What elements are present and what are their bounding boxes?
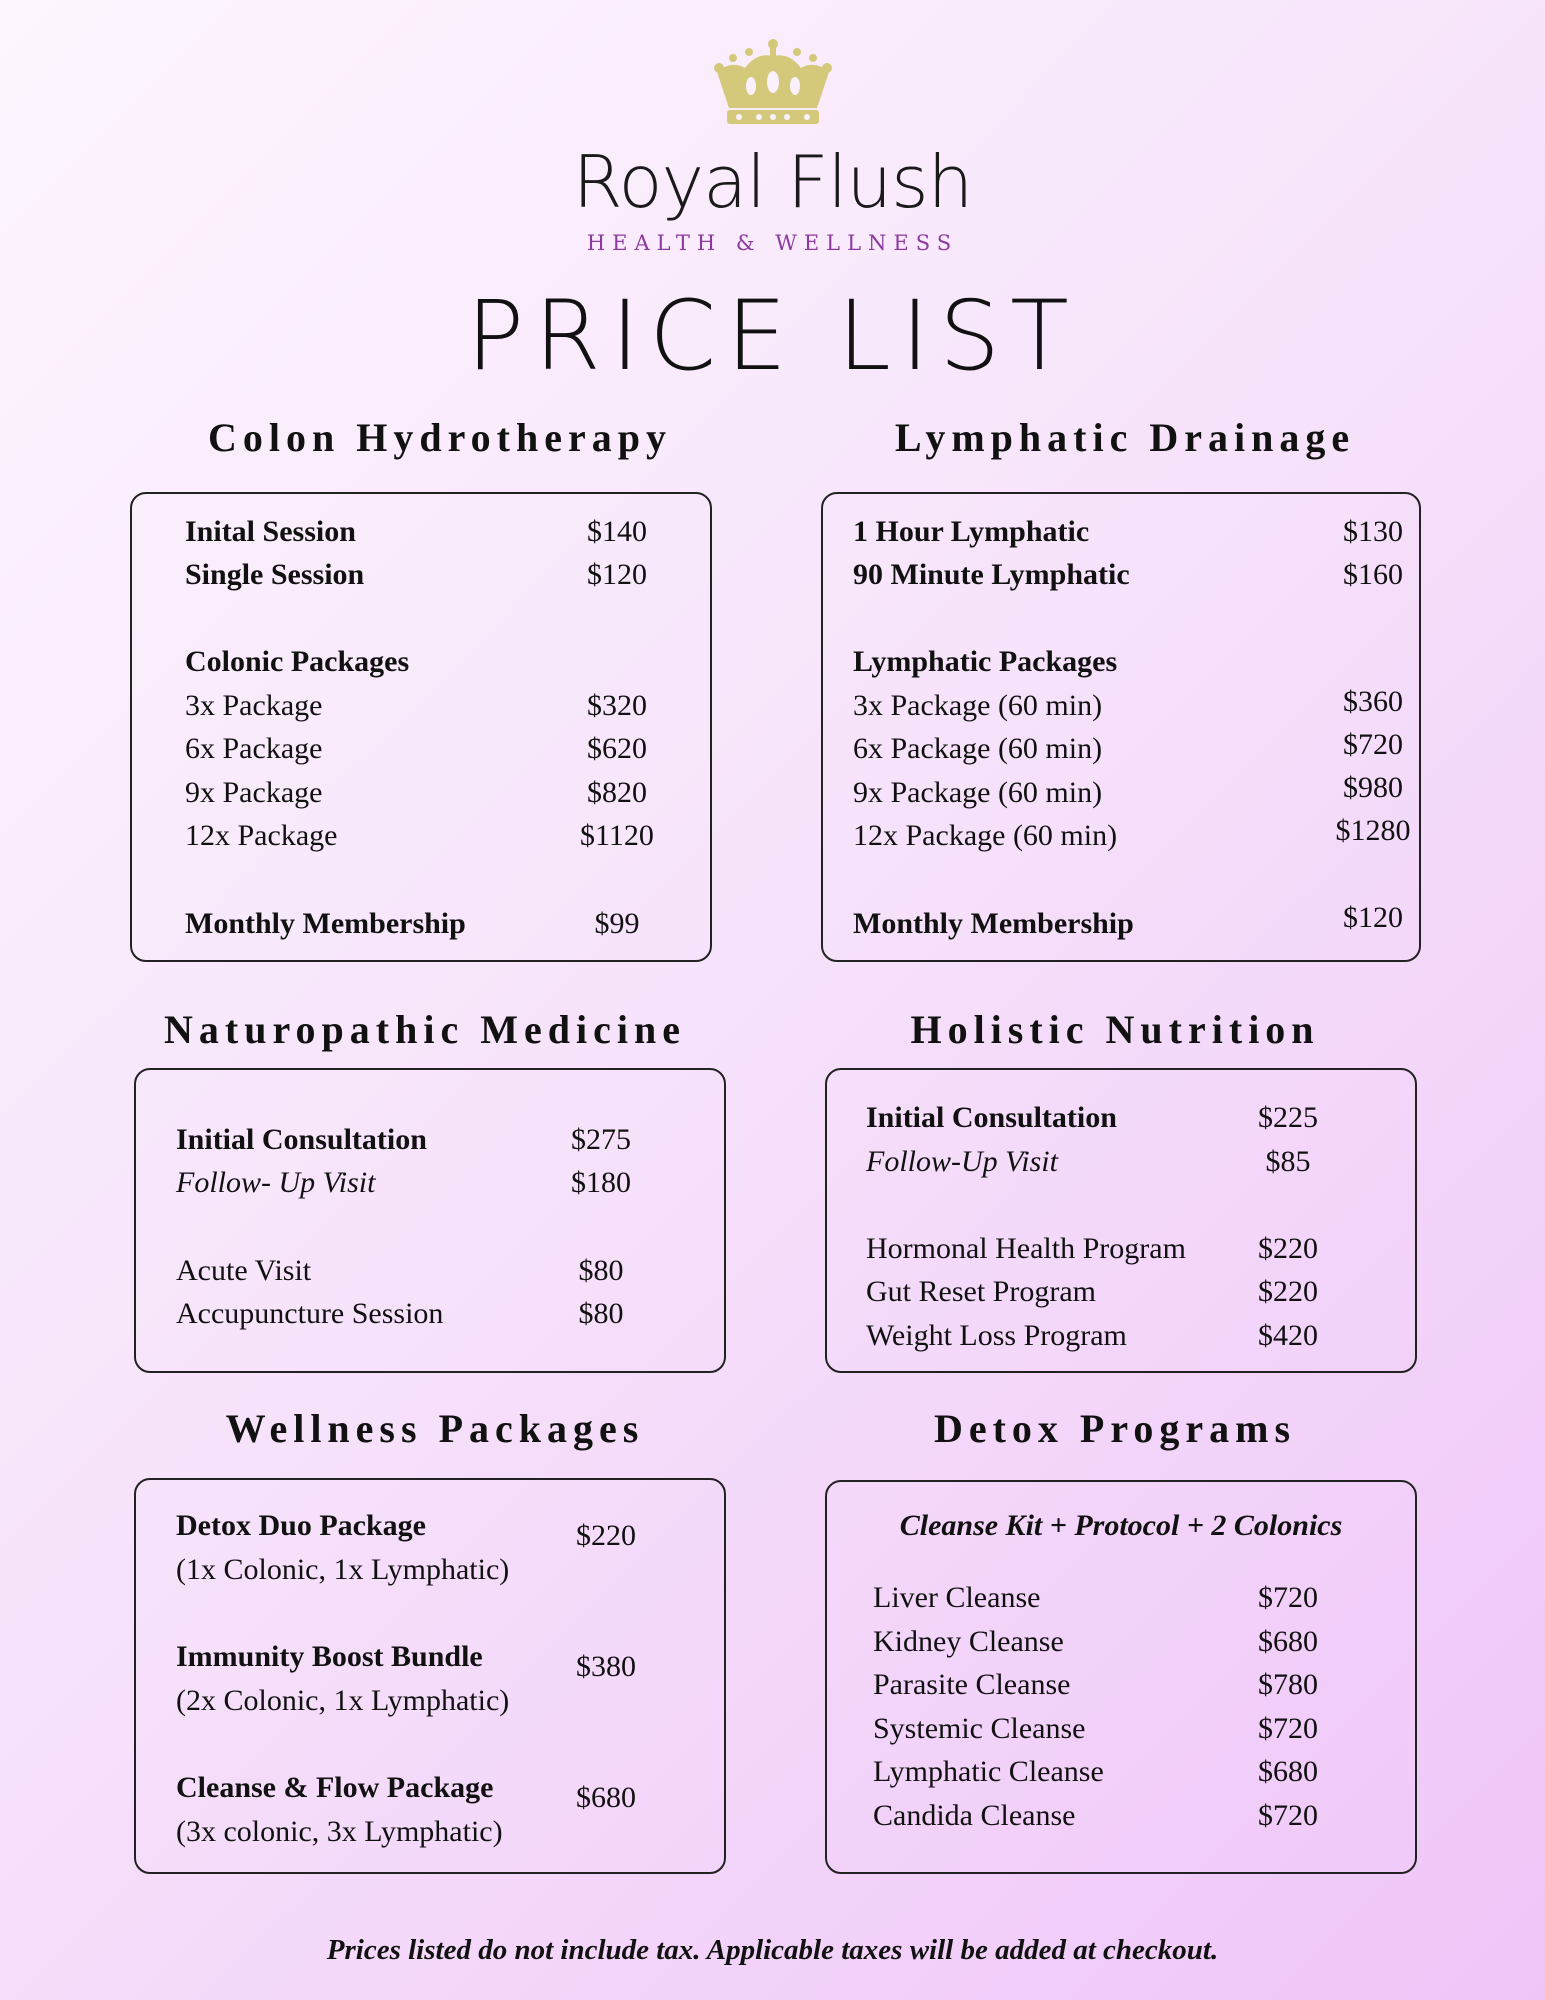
naturo-card xyxy=(134,1068,726,1373)
detox-subtitle: Cleanse Kit + Protocol + 2 Colonics xyxy=(899,1509,1343,1542)
lymph-p6-label: 6x Package (60 min) xyxy=(853,732,1103,765)
lymph-title: Lymphatic Drainage xyxy=(894,415,1356,460)
nutrition-hormonal-label: Hormonal Health Program xyxy=(866,1232,1186,1265)
wellness-duo-detail: (1x Colonic, 1x Lymphatic) xyxy=(176,1553,510,1586)
colon-packages-heading: Colonic Packages xyxy=(185,645,410,678)
colon-p6-price: $620 xyxy=(587,732,647,765)
colon-p12-label: 12x Package xyxy=(185,819,338,852)
wellness-immunity-label: Immunity Boost Bundle xyxy=(176,1640,483,1673)
wellness-duo-price: $220 xyxy=(576,1519,636,1552)
nutrition-title: Holistic Nutrition xyxy=(910,1007,1320,1052)
tax-disclaimer: Prices listed do not include tax. Applicable taxes will be added at checkout. xyxy=(326,1934,1219,1966)
detox-kidney-price: $680 xyxy=(1258,1625,1318,1658)
nutrition-weight-label: Weight Loss Program xyxy=(866,1319,1127,1352)
colon-p3-price: $320 xyxy=(587,689,647,722)
lymph-hour-label: 1 Hour Lymphatic xyxy=(853,515,1090,548)
colon-p3-label: 3x Package xyxy=(185,689,323,722)
lymph-p3-price: $360 xyxy=(1343,685,1403,718)
wellness-flow-price: $680 xyxy=(576,1781,636,1814)
nutrition-gut-label: Gut Reset Program xyxy=(866,1275,1096,1308)
nutrition-followup-label: Follow-Up Visit xyxy=(866,1145,1058,1178)
lymph-card xyxy=(821,492,1421,962)
naturo-initial-price: $275 xyxy=(571,1123,631,1156)
colon-title: Colon Hydrotherapy xyxy=(208,415,672,460)
nutrition-initial-label: Initial Consultation xyxy=(866,1101,1117,1134)
detox-liver-label: Liver Cleanse xyxy=(873,1581,1041,1614)
colon-membership-price: $99 xyxy=(594,907,640,940)
nutrition-hormonal-price: $220 xyxy=(1258,1232,1318,1265)
wellness-title: Wellness Packages xyxy=(225,1406,645,1451)
colon-initial-price: $140 xyxy=(587,515,647,548)
lymph-hour-price: $130 xyxy=(1343,515,1403,548)
lymph-ninety-price: $160 xyxy=(1343,558,1403,591)
lymph-p3-label: 3x Package (60 min) xyxy=(853,689,1103,722)
lymph-ninety-label: 90 Minute Lymphatic xyxy=(853,558,1130,591)
brand-name: Royal Flush xyxy=(572,140,973,224)
lymph-p6-price: $720 xyxy=(1343,728,1403,761)
naturo-acute-price: $80 xyxy=(578,1254,624,1287)
naturo-acupuncture-label: Accupuncture Session xyxy=(176,1297,444,1330)
nutrition-initial-price: $225 xyxy=(1258,1101,1318,1134)
nutrition-gut-price: $220 xyxy=(1258,1275,1318,1308)
naturo-followup-label: Follow- Up Visit xyxy=(176,1166,376,1199)
detox-card xyxy=(825,1480,1417,1874)
colon-p6-label: 6x Package xyxy=(185,732,323,765)
naturo-title: Naturopathic Medicine xyxy=(164,1007,686,1052)
lymph-packages-heading: Lymphatic Packages xyxy=(853,645,1118,678)
detox-candida-label: Candida Cleanse xyxy=(873,1799,1076,1832)
wellness-flow-label: Cleanse & Flow Package xyxy=(176,1771,494,1804)
detox-systemic-price: $720 xyxy=(1258,1712,1318,1745)
colon-initial-label: Inital Session xyxy=(185,515,356,548)
colon-single-price: $120 xyxy=(587,558,647,591)
naturo-followup-price: $180 xyxy=(571,1166,631,1199)
page-title: PRICE LIST xyxy=(466,280,1079,392)
lymph-p9-price: $980 xyxy=(1343,771,1403,804)
nutrition-followup-price: $85 xyxy=(1265,1145,1311,1178)
detox-candida-price: $720 xyxy=(1258,1799,1318,1832)
detox-kidney-label: Kidney Cleanse xyxy=(873,1625,1064,1658)
detox-liver-price: $720 xyxy=(1258,1581,1318,1614)
wellness-duo-label: Detox Duo Package xyxy=(176,1509,426,1542)
brand-subtitle: HEALTH & WELLNESS xyxy=(586,231,959,255)
colon-p9-label: 9x Package xyxy=(185,776,323,809)
naturo-acute-label: Acute Visit xyxy=(176,1254,312,1287)
colon-card xyxy=(130,492,712,962)
detox-systemic-label: Systemic Cleanse xyxy=(873,1712,1086,1745)
naturo-acupuncture-price: $80 xyxy=(578,1297,624,1330)
detox-title: Detox Programs xyxy=(933,1406,1297,1451)
lymph-p12-label: 12x Package (60 min) xyxy=(853,819,1118,852)
colon-membership-label: Monthly Membership xyxy=(185,907,466,940)
lymph-membership-label: Monthly Membership xyxy=(853,907,1134,940)
wellness-flow-detail: (3x colonic, 3x Lymphatic) xyxy=(176,1815,503,1848)
colon-p9-price: $820 xyxy=(587,776,647,809)
crown-icon xyxy=(711,38,835,128)
detox-parasite-price: $780 xyxy=(1258,1668,1318,1701)
lymph-membership-price: $120 xyxy=(1343,901,1403,934)
colon-p12-price: $1120 xyxy=(580,819,654,852)
wellness-card xyxy=(134,1478,726,1874)
wellness-immunity-detail: (2x Colonic, 1x Lymphatic) xyxy=(176,1684,510,1717)
detox-lymphatic-price: $680 xyxy=(1258,1755,1318,1788)
detox-lymphatic-label: Lymphatic Cleanse xyxy=(873,1755,1104,1788)
nutrition-card xyxy=(825,1068,1417,1373)
logo xyxy=(0,38,1545,128)
naturo-initial-label: Initial Consultation xyxy=(176,1123,427,1156)
wellness-immunity-price: $380 xyxy=(576,1650,636,1683)
colon-single-label: Single Session xyxy=(185,558,365,591)
lymph-p9-label: 9x Package (60 min) xyxy=(853,776,1103,809)
lymph-p12-price: $1280 xyxy=(1335,814,1411,847)
detox-parasite-label: Parasite Cleanse xyxy=(873,1668,1071,1701)
nutrition-weight-price: $420 xyxy=(1258,1319,1318,1352)
